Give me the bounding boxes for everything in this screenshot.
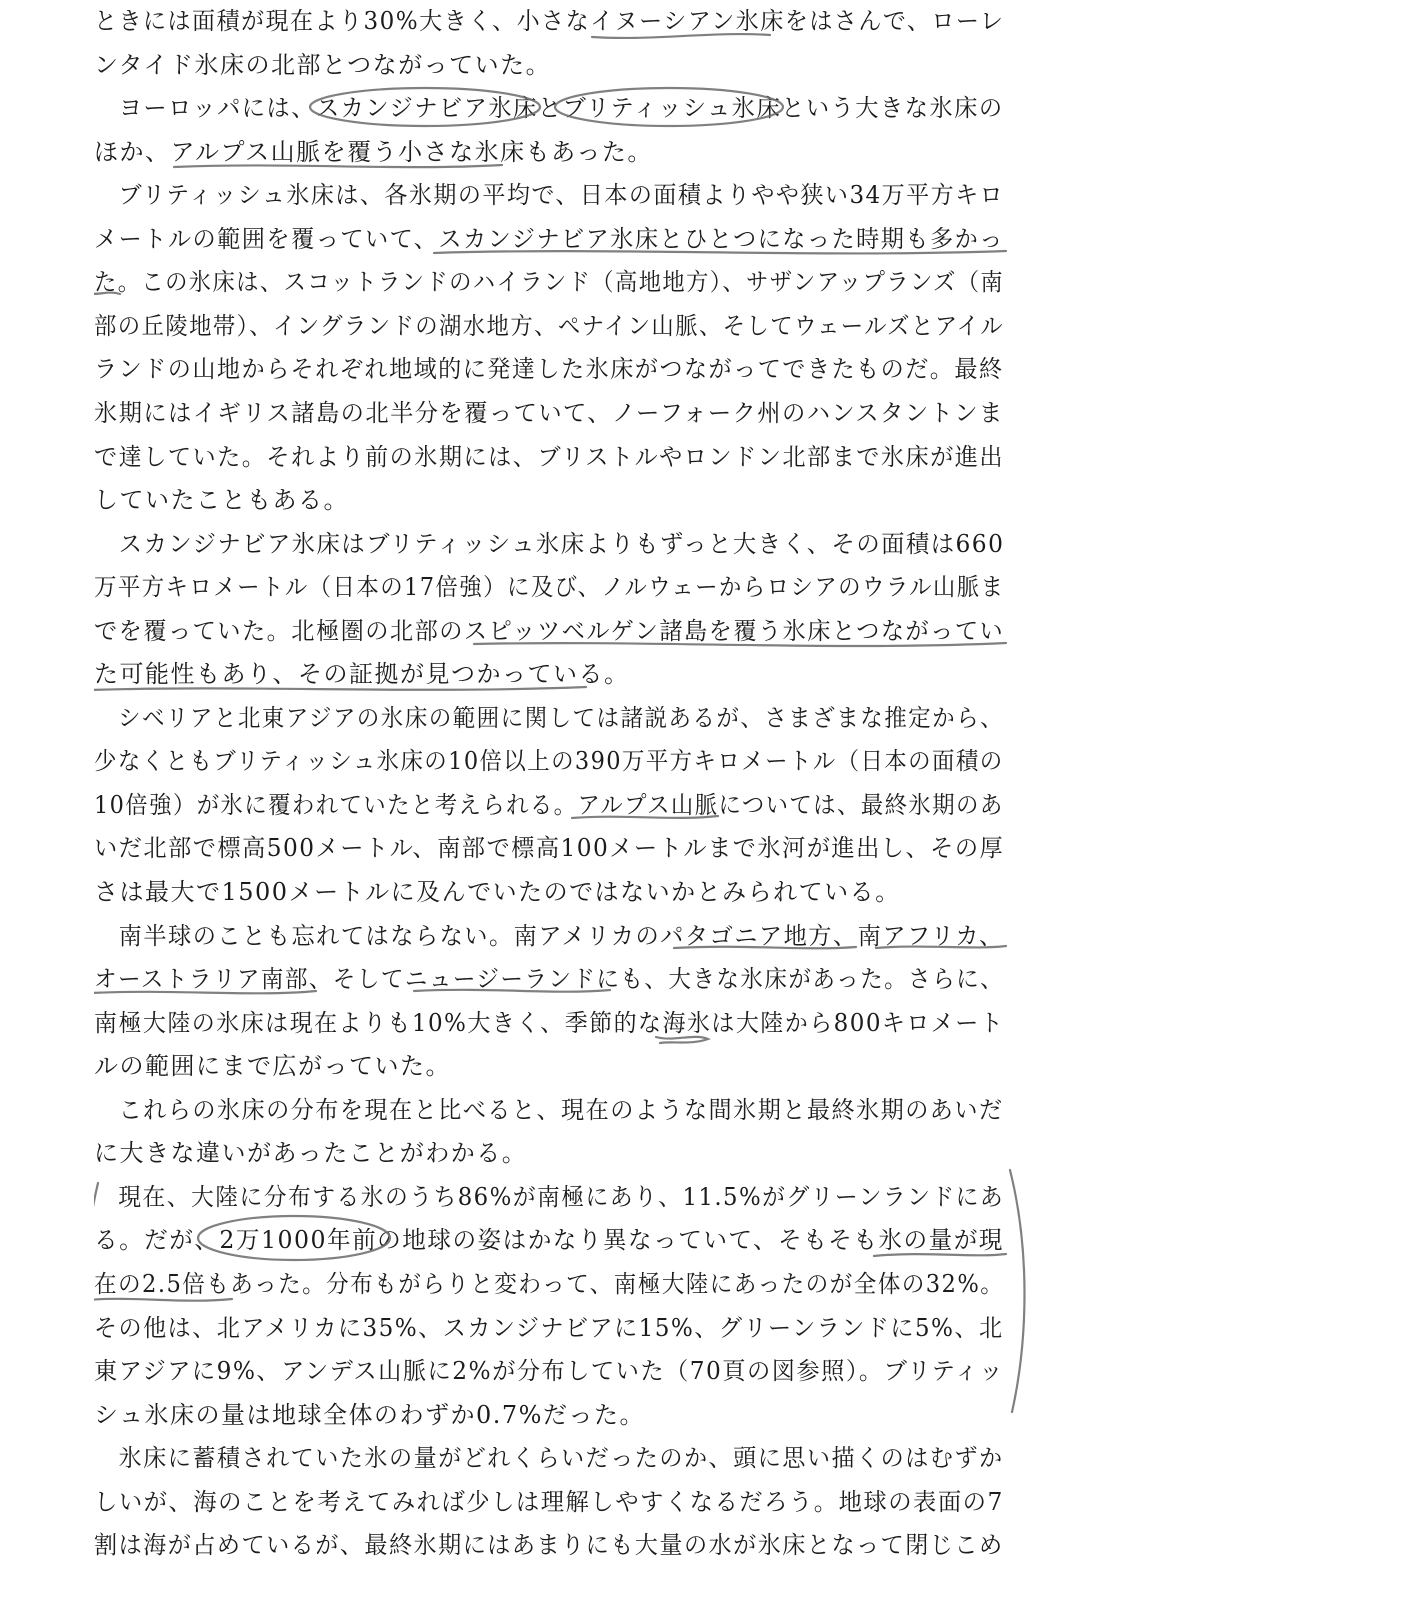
text-line: でを覆っていた。北極圏の北部のスピッツベルゲン諸島を覆う氷床とつながってい — [94, 616, 1005, 645]
text-line: 少なくともブリティッシュ氷床の10倍以上の390万平方キロメートル（日本の面積の — [94, 747, 1004, 776]
text-line: いだ北部で標高500メートル、南部で標高100メートルまで氷河が進出し、その厚 — [94, 834, 1005, 863]
text-line: に大きな違いがあったことがわかる。 — [94, 1139, 528, 1168]
text-line: る。だが、2万1000年前の地球の姿はかなり異なっていて、そもそも氷の量が現 — [94, 1226, 1004, 1255]
text-line: 氷期にはイギリス諸島の北半分を覆っていて、ノーフォーク州のハンスタントンま — [94, 398, 1004, 427]
text-line: 氷床に蓄積されていた氷の量がどれくらいだったのか、頭に思い描くのはむずか — [94, 1444, 1004, 1473]
text-line: 南極大陸の氷床は現在よりも10%大きく、季節的な海氷は大陸から800キロメート — [94, 1008, 1005, 1037]
text-line: メートルの範囲を覆っていて、スカンジナビア氷床とひとつになった時期も多かっ — [94, 224, 1004, 253]
text-line: オーストラリア南部、そしてニュージーランドにも、大きな氷床があった。さらに、 — [94, 965, 1005, 994]
text-line: た。この氷床は、スコットランドのハイランド（高地地方）、サザンアップランズ（南 — [94, 268, 1005, 297]
text-line: シベリアと北東アジアの氷床の範囲に関しては諸説あるが、さまざまな推定から、 — [94, 703, 1005, 732]
text-line: 部の丘陵地帯）、イングランドの湖水地方、ペナイン山脈、そしてウェールズとアイル — [94, 311, 1005, 340]
text-line: ヨーロッパには、スカンジナビア氷床とブリティッシュ氷床という大きな氷床の — [94, 94, 1004, 123]
text-line: ほか、アルプス山脈を覆う小さな氷床もあった。 — [94, 137, 653, 166]
text-line: ときには面積が現在より30%大きく、小さなイヌーシアン氷床をはさんで、ローレ — [94, 7, 1005, 35]
text-line: 現在、大陸に分布する氷のうち86%が南極にあり、11.5%がグリーンランドにあ — [94, 1182, 1005, 1211]
text-line: さは最大で1500メートルに及んでいたのではないかとみられている。 — [94, 878, 901, 906]
text-line: しいが、海のことを考えてみれば少しは理解しやすくなるだろう。地球の表面の7 — [94, 1487, 1004, 1516]
pencil-bracket — [94, 1183, 98, 1422]
text-line: 割は海が占めているが、最終氷期にはあまりにも大量の水が氷床となって閉じこめ — [94, 1531, 1004, 1560]
text-line: シュ氷床の量は地球全体のわずか0.7%だった。 — [94, 1400, 645, 1429]
text-line: これらの氷床の分布を現在と比べると、現在のような間氷期と最終氷期のあいだ — [94, 1095, 1004, 1124]
text-line: ブリティッシュ氷床は、各氷期の平均で、日本の面積よりやや狭い34万平方キロ — [94, 181, 1005, 210]
text-line: ルの範囲にまで広がっていた。 — [94, 1052, 451, 1081]
pencil-scribble — [656, 1037, 708, 1043]
pencil-underline — [94, 1299, 232, 1301]
text-line: で達していた。それより前の氷期には、ブリストルやロンドン北部まで氷床が進出 — [94, 442, 1005, 471]
text-line: 万平方キロメートル（日本の17倍強）に及び、ノルウェーからロシアのウラル山脈ま — [94, 573, 1005, 602]
text-line: していたこともある。 — [94, 486, 349, 515]
text-line: 10倍強）が氷に覆われていたと考えられる。アルプス山脈については、最終氷期のあ — [94, 790, 1004, 819]
text-line: た可能性もあり、その証拠が見つかっている。 — [94, 660, 630, 689]
text-line: その他は、北アメリカに35%、スカンジナビアに15%、グリーンランドに5%、北 — [94, 1313, 1004, 1342]
text-line: 在の2.5倍もあった。分布もがらりと変わって、南極大陸にあったのが全体の32%。 — [94, 1269, 1005, 1298]
text-line: ランドの山地からそれぞれ地域的に発達した氷床がつながってできたものだ。最終 — [94, 355, 1004, 384]
pencil-bracket — [1010, 1170, 1025, 1412]
text-line: スカンジナビア氷床はブリティッシュ氷床よりもずっと大きく、その面積は660 — [94, 529, 1005, 558]
text-line: 南半球のことも忘れてはならない。南アメリカのパタゴニア地方、南アフリカ、 — [94, 921, 1004, 950]
text-line: 東アジアに9%、アンデス山脈に2%が分布していた（70頁の図参照）。ブリティッ — [94, 1357, 1004, 1386]
text-line: ンタイド氷床の北部とつながっていた。 — [94, 50, 552, 79]
